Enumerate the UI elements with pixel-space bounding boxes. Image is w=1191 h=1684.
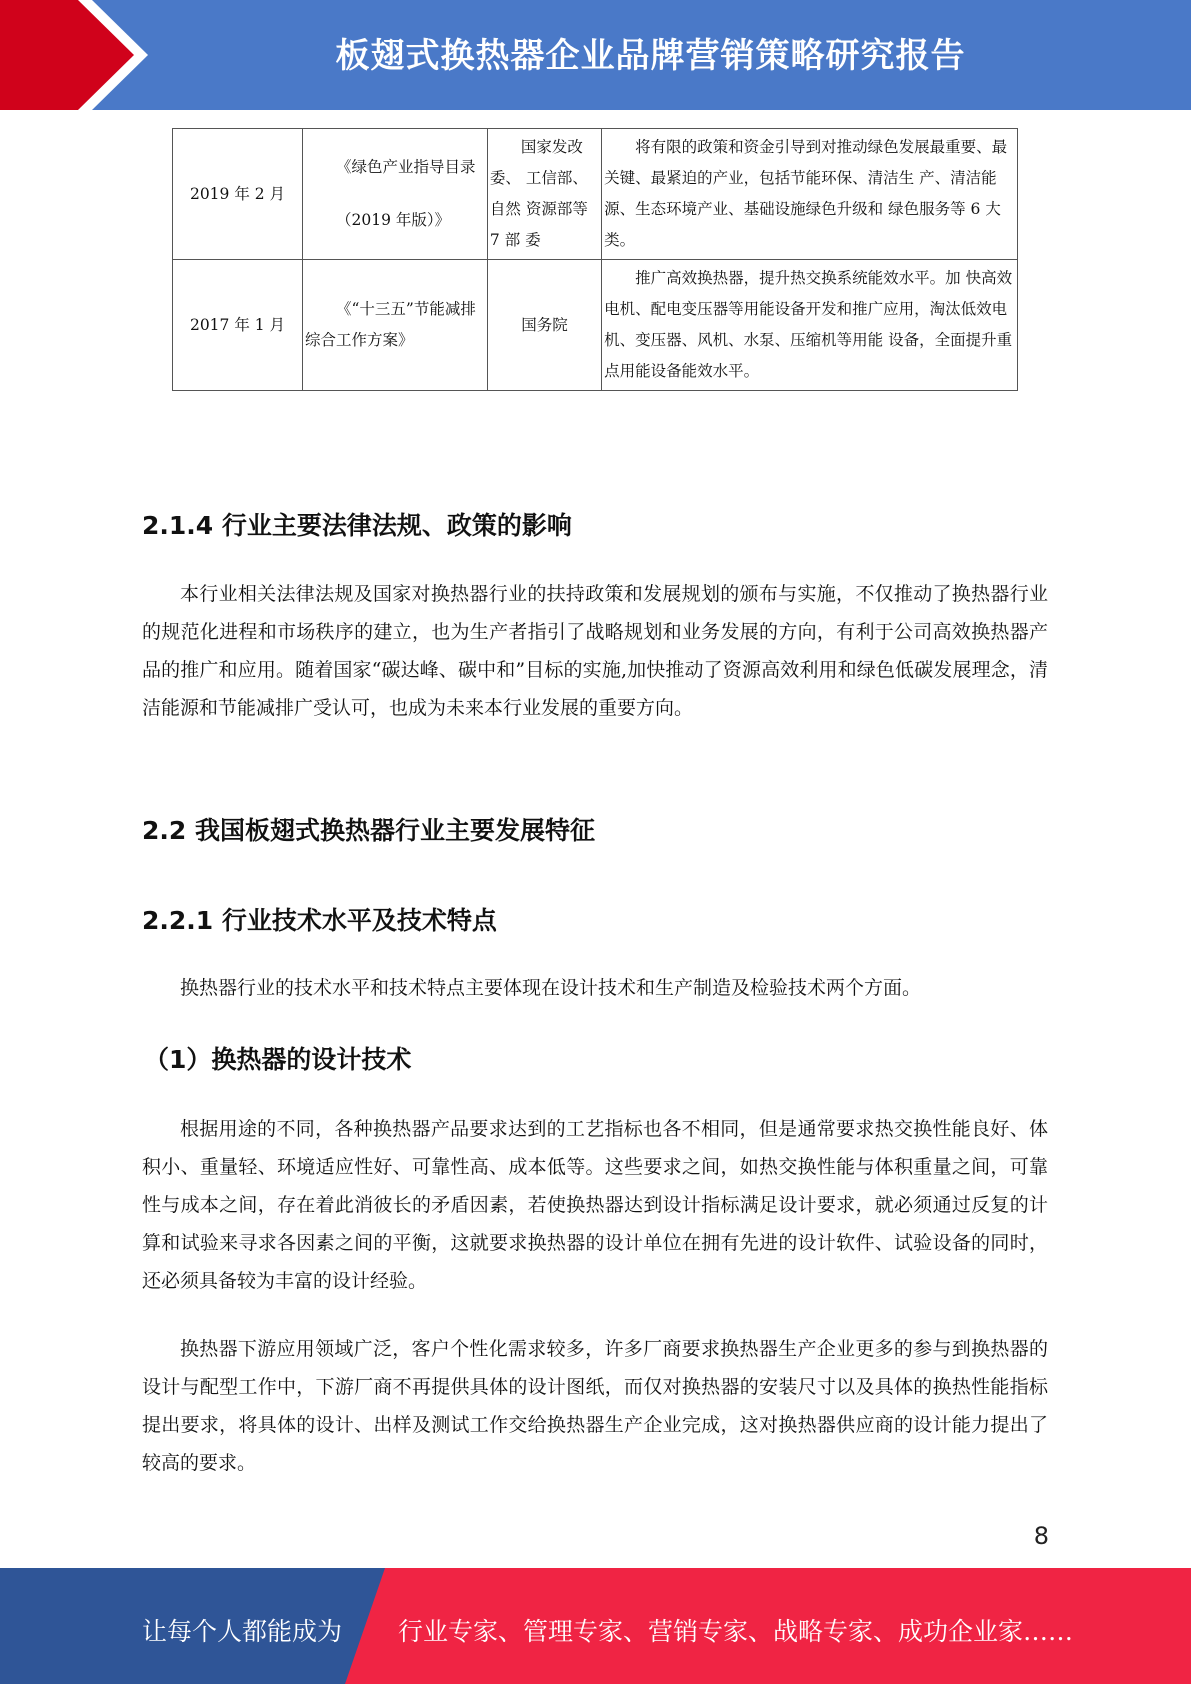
paragraph: 根据用途的不同，各种换热器产品要求达到的工艺指标也各不相同，但是通常要求热交换性能良好、体积小、重量轻、环境适应性好、可靠性高、成本低等。这些要求之间，如热交换性能与体积重量之间，可靠性与成本之间，存在着此消彼长的矛盾因素，若使换热器达到设计指标满足设计要求，就必须通过反复的计算和试验来寻求各因素之间的平衡，这就要求换热器的设计单位在拥有先进的设计软件、试验设备的同时，还必须具备较为丰富的设计经验。 bbox=[142, 1118, 1048, 1292]
section-heading-2-2: 2.2 我国板翅式换热器行业主要发展特征 bbox=[142, 816, 595, 845]
page-footer bbox=[0, 1568, 1191, 1684]
subsection-heading: （1）换热器的设计技术 bbox=[144, 1045, 412, 1074]
table-cell-org: 国务院 bbox=[487, 260, 601, 391]
table-cell-date: 2017 年 1 月 bbox=[173, 260, 303, 391]
page-header bbox=[0, 0, 1191, 110]
policy-table bbox=[172, 128, 1018, 391]
paragraph: 本行业相关法律法规及国家对换热器行业的扶持政策和发展规划的颁布与实施，不仅推动了换热器行业的规范化进程和市场秩序的建立，也为生产者指引了战略规划和业务发展的方向，有利于公司高效换热器产品的推广和应用。随着国家“碳达峰、碳中和”目标的实施,加快推动了资源高效利用和绿色低碳发展理念，清洁能源和节能减排广受认可，也成为未来本行业发展的重要方向。 bbox=[142, 583, 1048, 719]
policy-name-line: 《绿色产业指导目录 bbox=[336, 158, 476, 176]
section-heading-2-2-1: 2.2.1 行业技术水平及技术特点 bbox=[142, 906, 497, 935]
page-number: 8 bbox=[1033, 1522, 1049, 1550]
table-cell-desc: 推广高效换热器，提升热交换系统能效水平。加 快高效电机、配电变压器等用能设备开发和推广应用，淘汰低效电机、变压器、风机、水泵、压缩机等用能 设备，全面提升重点用能设备能效水平。 bbox=[602, 260, 1018, 391]
table-cell-date: 2019 年 2 月 bbox=[173, 129, 303, 260]
table-cell-policy-name: 《“十三五”节能减排 综合工作方案》 bbox=[303, 260, 488, 391]
table-cell-org: 国家发改委、 工信部、自然 资源部等 7 部 委 bbox=[487, 129, 601, 260]
table-row bbox=[173, 260, 1018, 391]
footer-slogan-left: 让每个人都能成为 bbox=[142, 1617, 343, 1646]
section-heading-2-1-4: 2.1.4 行业主要法律法规、政策的影响 bbox=[142, 511, 572, 540]
table-cell-desc: 将有限的政策和资金引导到对推动绿色发展最重要、最关键、最紧迫的产业，包括节能环保、清洁生 产、清洁能源、生态环境产业、基础设施绿色升级和 绿色服务等 6 大类。 bbox=[602, 129, 1018, 260]
policy-name-line: （2019 年版）》 bbox=[336, 211, 451, 229]
paragraph: 换热器下游应用领域广泛，客户个性化需求较多，许多厂商要求换热器生产企业更多的参与到换热器的设计与配型工作中，下游厂商不再提供具体的设计图纸，而仅对换热器的安装尺寸以及具体的换热性能指标提出要求，将具体的设计、出样及测试工作交给换热器生产企业完成，这对换热器供应商的设计能力提出了较高的要求。 bbox=[142, 1338, 1048, 1474]
footer-slogan-right: 行业专家、管理专家、营销专家、战略专家、成功企业家…… bbox=[398, 1617, 1074, 1646]
header-chevron-decoration bbox=[0, 0, 160, 110]
table-row bbox=[173, 129, 1018, 260]
table-cell-policy-name bbox=[303, 129, 488, 260]
paragraph: 换热器行业的技术水平和技术特点主要体现在设计技术和生产制造及检验技术两个方面。 bbox=[180, 977, 922, 999]
report-title: 板翅式换热器企业品牌营销策略研究报告 bbox=[335, 36, 966, 76]
